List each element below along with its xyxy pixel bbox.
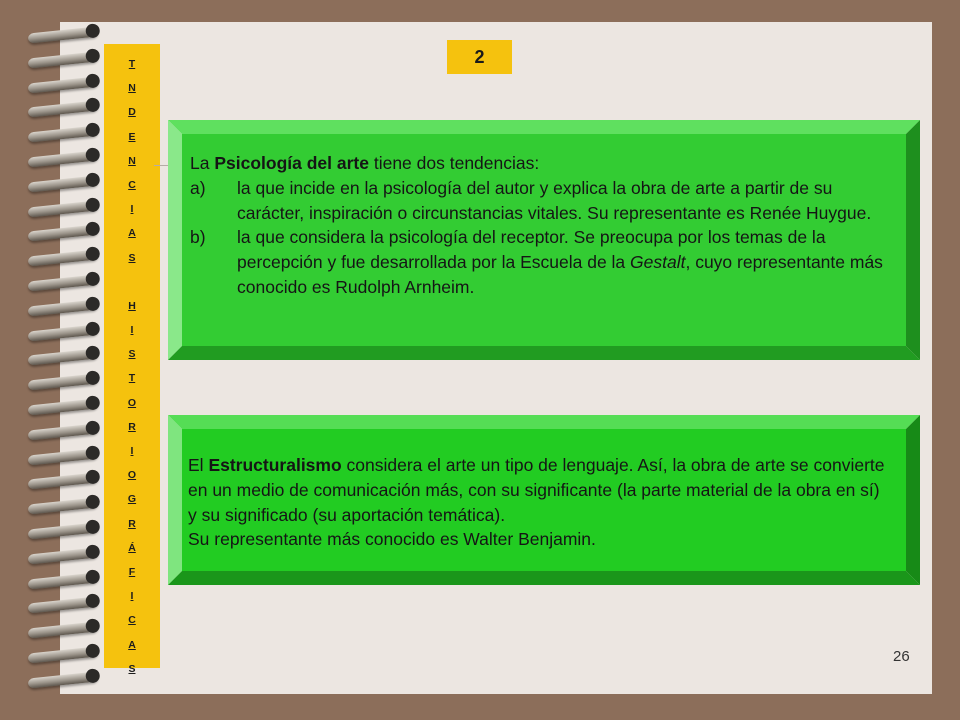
band-letter: A (128, 638, 136, 651)
band-letter: E (128, 130, 136, 143)
spiral-coil (28, 274, 99, 291)
spiral-coil (28, 398, 99, 415)
spiral-coil (28, 51, 99, 68)
spiral-coil (28, 175, 99, 192)
spiral-coil (28, 225, 99, 242)
spiral-coil (28, 324, 99, 341)
spiral-coil (28, 250, 99, 267)
band-letter: O (127, 469, 137, 482)
spiral-coil (28, 150, 99, 167)
spiral-coil (28, 423, 99, 440)
structuralism-text: El Estructuralismo considera el arte un tipo de lenguaje. Así, la obra de arte se convierte en un medio de comunicación más, con su significante (la parte material de la obra en sí) y su significado (su aportación temática). Su representante más conocido es Walter Benjamin. (188, 455, 885, 550)
spiral-coil (28, 448, 99, 465)
structuralism-box (168, 415, 920, 585)
band-letter: I (130, 445, 134, 457)
psychology-intro: La Psicología del arte tiene dos tendencias: (190, 153, 540, 173)
band-letter: C (128, 178, 136, 191)
band-letter: S (128, 662, 136, 675)
band-letter: Á (128, 541, 136, 554)
psychology-text (190, 151, 886, 300)
spiral-coil (28, 374, 99, 391)
band-letter: T (128, 372, 136, 385)
spiral-coil (28, 126, 99, 143)
spiral-coil (28, 622, 99, 639)
band-letter: I (130, 324, 134, 337)
spiral-coil (28, 671, 99, 688)
spiral-coil (28, 101, 99, 118)
band-letter: R (128, 517, 136, 530)
band-letter: G (127, 493, 137, 506)
spiral-coil (28, 349, 99, 366)
spiral-coil (28, 547, 99, 564)
spiral-coil (28, 200, 99, 217)
connector-line (154, 165, 168, 166)
slide-number-badge: 2 (447, 40, 512, 74)
spiral-binding (10, 0, 90, 720)
page-number: 26 (893, 648, 910, 665)
band-letter: F (128, 565, 136, 578)
band-letter: A (128, 227, 136, 240)
side-title-band (104, 44, 160, 675)
band-letter: T (128, 58, 136, 70)
spiral-coil (28, 26, 99, 43)
spiral-coil (28, 646, 99, 663)
band-letter: I (130, 590, 134, 603)
band-letter: C (128, 614, 136, 627)
band-letter: O (127, 396, 137, 409)
band-letter: N (128, 154, 136, 167)
band-letter: S (128, 348, 136, 361)
list-item: a) la que incide en la psicología del autor y explica la obra de arte a partir de su carácter, inspiración o circunstancias vitales. Su representante es Renée Huygue. (190, 177, 872, 223)
spiral-coil (28, 498, 99, 515)
band-letter: N (128, 82, 136, 95)
list-item: b) la que considera la psicología del receptor. Se preocupa por los temas de la percepción y fue desarrollada por la Escuela de la Gestalt, cuyo representante más conocido es Rudolph Arnheim. (190, 227, 883, 297)
psychology-box (168, 120, 920, 360)
band-letter: R (128, 420, 136, 433)
band-letter: D (128, 106, 136, 119)
spiral-coil (28, 76, 99, 93)
spiral-coil (28, 473, 99, 490)
band-letter: I (130, 203, 134, 216)
spiral-coil (28, 522, 99, 539)
band-letter: H (128, 299, 136, 312)
band-letter: S (128, 251, 136, 264)
spiral-coil (28, 299, 99, 316)
spiral-coil (28, 597, 99, 614)
spiral-coil (28, 572, 99, 589)
